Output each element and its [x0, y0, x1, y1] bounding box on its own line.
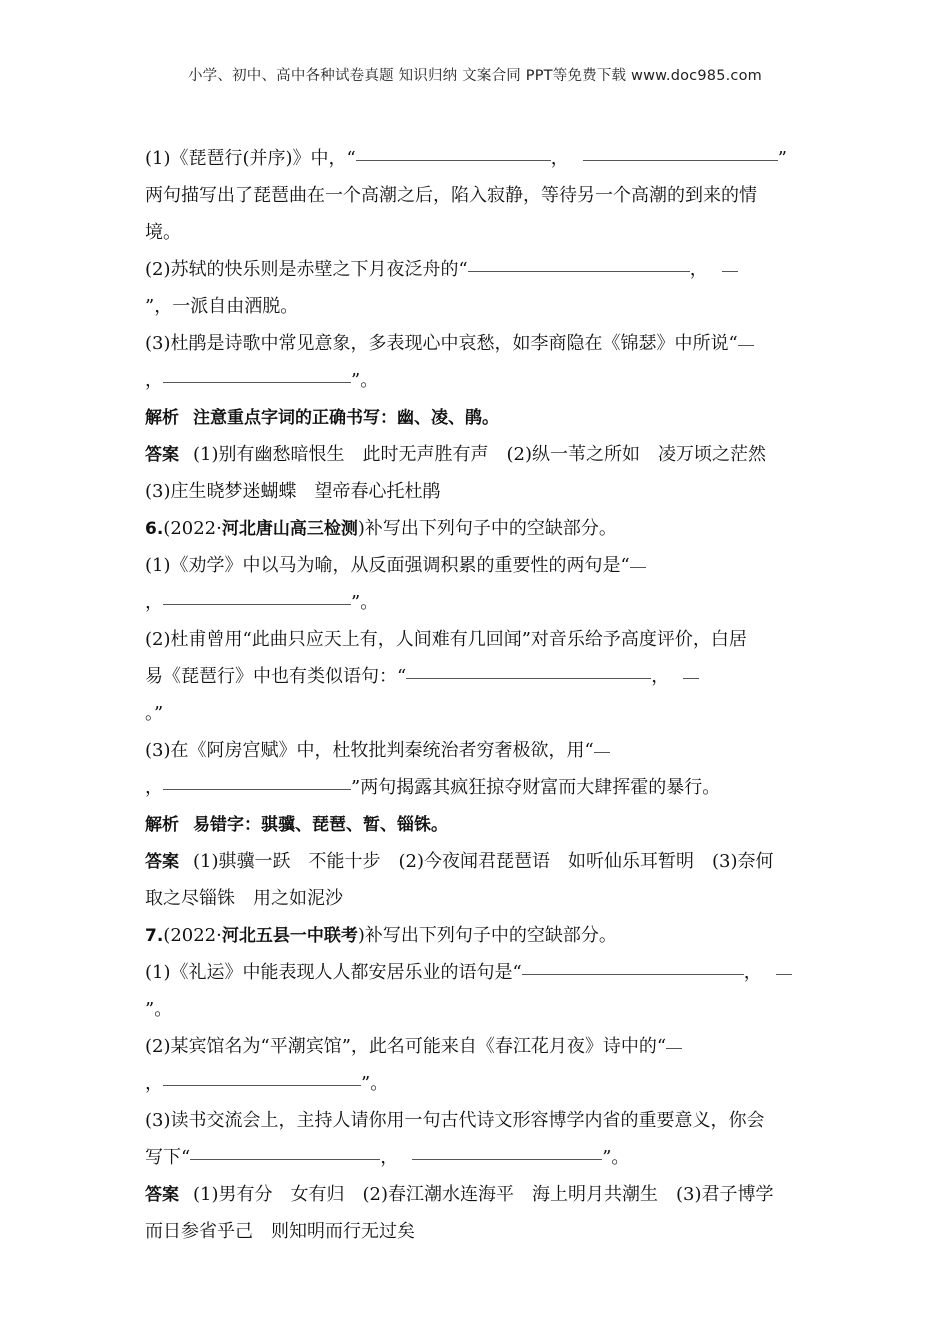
q7-item3-line1: (3)读书交流会上，主持人请你用一句古代诗文形容博学内省的重要意义，你会 — [145, 1110, 765, 1131]
question-source: 河北五县一中联考 — [221, 926, 358, 946]
q6-item3-line1: (3)在《阿房宫赋》中，杜牧批判秦统治者穷奢极欲，用“ — [145, 732, 809, 769]
q5-analysis — [145, 399, 809, 436]
q6-item2-line1: (2)杜甫曾用“此曲只应天上有，人间难有几回闻”对音乐给予高度评价，白居 — [145, 629, 747, 650]
answer-blank[interactable] — [190, 1159, 380, 1160]
q6-answer-line2: 取之尽锱铢 用之如泥沙 — [145, 888, 343, 909]
answer-label: 答案 — [145, 852, 179, 872]
question-number: 7. — [145, 926, 164, 946]
question-source: 河北唐山高三检测 — [221, 519, 358, 539]
q7-answer-line1: 答案 (1)男有分 女有归 (2)春江潮水连海平 海上明月共潮生 (3)君子博学 — [145, 1184, 774, 1205]
answer-blank[interactable] — [683, 678, 699, 679]
q7-item2-line2: ， ”。 — [145, 1073, 389, 1094]
q5-answer-line1: 答案 (1)别有幽愁暗恨生 此时无声胜有声 (2)纵一苇之所如 凌万顷之茫然 — [145, 444, 766, 465]
analysis-label: 解析 — [145, 408, 179, 428]
question-number: 6. — [145, 519, 164, 539]
q6-item2-line3: 。” — [145, 703, 164, 724]
q5-answer-line2: (3)庄生晓梦迷蝴蝶 望帝春心托杜鹃 — [145, 481, 441, 502]
q6-item3-line2: ， ”两句揭露其疯狂掠夺财富而大肆挥霍的暴行。 — [145, 777, 721, 798]
q5-item3-line1: (3)杜鹃是诗歌中常见意象，多表现心中哀愁，如李商隐在《锦瑟》中所说“ — [145, 325, 809, 362]
answer-label: 答案 — [145, 445, 179, 465]
q5-item2-line1: (2)苏轼的快乐则是赤壁之下月夜泛舟的“ ， — [145, 251, 809, 288]
answer-blank[interactable] — [594, 752, 610, 753]
answer-blank[interactable] — [583, 160, 778, 161]
answer-blank[interactable] — [356, 160, 551, 161]
q6-title: 6.(2022·河北唐山高三检测)补写出下列句子中的空缺部分。 — [145, 518, 617, 539]
page-header: 小学、初中、高中各种试卷真题 知识归纳 文案合同 PPT等免费下载 www.doc985.com — [187, 68, 763, 84]
answer-blank[interactable] — [406, 678, 651, 679]
answer-blank[interactable] — [522, 974, 744, 975]
answer-blank[interactable] — [412, 1159, 602, 1160]
answer-blank[interactable] — [163, 604, 351, 605]
q7-answer-line2: 而日参省乎己 则知明而行无过矣 — [145, 1221, 415, 1242]
answer-blank[interactable] — [163, 1085, 361, 1086]
q6-answer-line1: 答案 (1)骐骥一跃 不能十步 (2)今夜闻君琵琶语 如听仙乐耳暂明 (3)奈何 — [145, 851, 774, 872]
analysis-label: 解析 — [145, 815, 179, 835]
q7-item3-line2: 写下“ ， ”。 — [145, 1147, 630, 1168]
q6-item1-line2: ， ”。 — [145, 592, 379, 613]
answer-blank[interactable] — [776, 974, 792, 975]
q7-item1-line1: (1)《礼运》中能表现人人都安居乐业的语句是“ ， — [145, 954, 809, 991]
document-body — [145, 140, 809, 1250]
answer-blank[interactable] — [163, 789, 351, 790]
q5-item3-line2: ， ”。 — [145, 370, 379, 391]
answer-blank[interactable] — [722, 271, 738, 272]
q6-item1-line1: (1)《劝学》中以马为喻，从反面强调积累的重要性的两句是“ — [145, 547, 809, 584]
answer-blank[interactable] — [163, 382, 351, 383]
q6-analysis — [145, 806, 809, 843]
q5-item1-line3: 境。 — [145, 222, 181, 243]
q5-item2-line2: ”，一派自由洒脱。 — [145, 296, 299, 317]
q5-item1-line1: (1)《琵琶行(并序)》中，“ ， ” — [145, 148, 787, 169]
q5-item1-line2: 两句描写出了琵琶曲在一个高潮之后，陷入寂静，等待另一个高潮的到来的情 — [145, 185, 757, 206]
q6-item2-line2: 易《琵琶行》中也有类似语句：“ ， — [145, 658, 809, 695]
q7-title: 7.(2022·河北五县一中联考)补写出下列句子中的空缺部分。 — [145, 925, 617, 946]
q7-item1-line2: ”。 — [145, 999, 173, 1020]
answer-blank[interactable] — [468, 271, 690, 272]
answer-blank[interactable] — [738, 345, 754, 346]
analysis-text: 易错字：骐骥、琵琶、暂、锱铢。 — [193, 815, 448, 835]
answer-blank[interactable] — [630, 567, 646, 568]
answer-blank[interactable] — [666, 1048, 682, 1049]
answer-label: 答案 — [145, 1185, 179, 1205]
q7-item2-line1: (2)某宾馆名为“平潮宾馆”，此名可能来自《春江花月夜》诗中的“ — [145, 1028, 809, 1065]
analysis-text: 注意重点字词的正确书写：幽、凌、鹃。 — [193, 408, 499, 428]
